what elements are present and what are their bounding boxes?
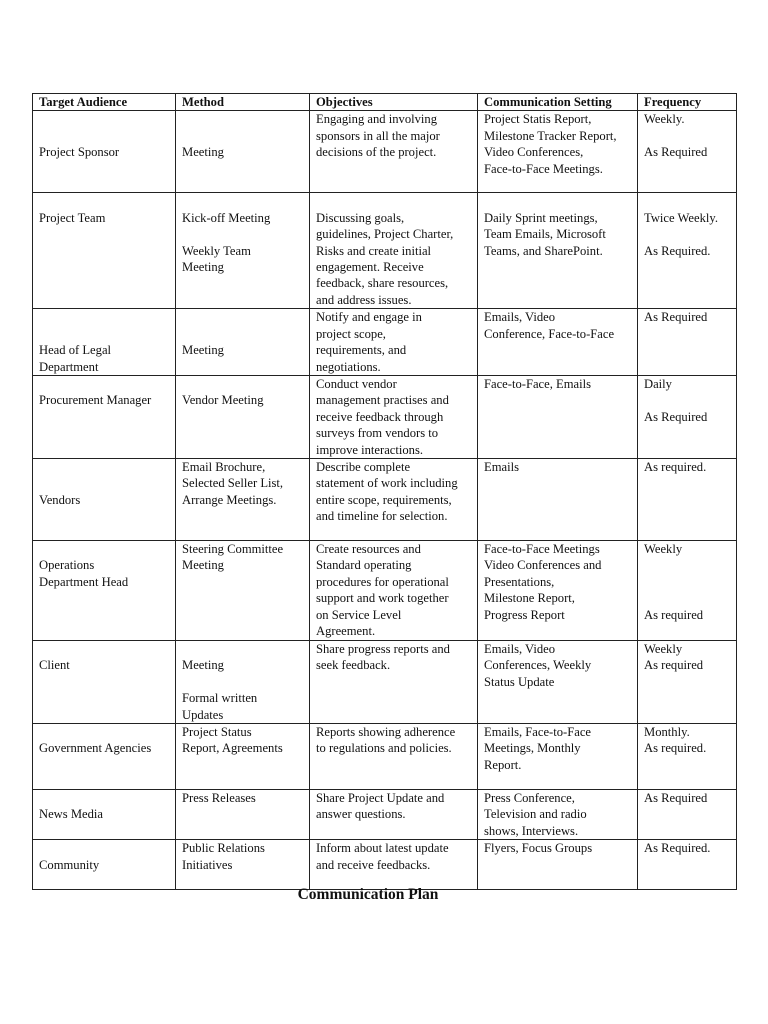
cell-text-line: Discussing goals,: [316, 210, 405, 225]
table-row: [33, 376, 737, 459]
cell-text-line: Share Project Update and: [316, 791, 445, 806]
objectives-cell: [310, 724, 478, 790]
cell-text-line: entire scope, requirements,: [316, 492, 452, 507]
communication-setting-cell: [478, 840, 638, 890]
cell-text-line: As Required: [644, 791, 708, 806]
objectives-cell: [310, 376, 478, 459]
frequency-cell: [638, 459, 737, 541]
cell-text-line: Initiatives: [182, 857, 233, 872]
objectives-cell: [310, 309, 478, 376]
target-audience-cell: [33, 840, 176, 890]
objectives-cell: [310, 111, 478, 193]
cell-text-line: Government Agencies: [39, 741, 152, 756]
cell-text-line: Project Team: [39, 210, 106, 225]
cell-text-line: Weekly: [644, 542, 683, 557]
frequency-cell: [638, 376, 737, 459]
table-row: [33, 111, 737, 193]
method-cell: [176, 111, 310, 193]
cell-text-line: statement of work including: [316, 476, 458, 491]
table-row: [33, 724, 737, 790]
cell-text-line: receive feedback through: [316, 409, 444, 424]
cell-text-line: Operations: [39, 558, 95, 573]
cell-text-line: Create resources and: [316, 542, 421, 557]
cell-text-line: As Required: [644, 145, 708, 160]
method-cell: [176, 840, 310, 890]
cell-text-line: engagement. Receive: [316, 260, 424, 275]
cell-text-line: Email Brochure,: [182, 460, 266, 475]
cell-text-line: Conferences, Weekly: [484, 658, 592, 673]
frequency-cell: [638, 790, 737, 840]
target-audience-cell: [33, 111, 176, 193]
method-cell: [176, 376, 310, 459]
cell-text-line: Meeting: [182, 558, 224, 573]
cell-text-line: Report.: [484, 757, 522, 772]
cell-text-line: Video Conferences and: [484, 558, 602, 573]
cell-text-line: Face-to-Face Meetings.: [484, 161, 603, 176]
cell-text-line: Teams, and SharePoint.: [484, 243, 603, 258]
cell-text-line: Meeting: [182, 343, 224, 358]
cell-text-line: Formal written: [182, 691, 258, 706]
cell-text-line: feedback, share resources,: [316, 276, 449, 291]
cell-text-line: Risks and create initial: [316, 243, 432, 258]
cell-text-line: Standard operating: [316, 558, 412, 573]
communication-setting-cell: [478, 193, 638, 309]
method-cell: [176, 541, 310, 641]
cell-text-line: on Service Level: [316, 607, 402, 622]
cell-text-line: As required.: [644, 460, 707, 475]
cell-text-line: negotiations.: [316, 359, 381, 374]
cell-text-line: Meeting: [182, 658, 224, 673]
method-cell: [176, 724, 310, 790]
cell-text-line: seek feedback.: [316, 658, 391, 673]
cell-text-line: Twice Weekly.: [644, 210, 718, 225]
cell-text-line: Vendors: [39, 492, 81, 507]
cell-text-line: and address issues.: [316, 292, 412, 307]
cell-text-line: and timeline for selection.: [316, 509, 448, 524]
cell-text-line: Report, Agreements: [182, 741, 283, 756]
communication-plan-table: [32, 93, 737, 890]
cell-text-line: Monthly.: [644, 725, 690, 740]
cell-text-line: Weekly: [644, 642, 683, 657]
cell-text-line: Progress Report: [484, 607, 565, 622]
communication-setting-cell: [478, 459, 638, 541]
frequency-cell: [638, 724, 737, 790]
target-audience-cell: [33, 309, 176, 376]
cell-text-line: Emails, Video: [484, 642, 556, 657]
cell-text-line: Share progress reports and: [316, 642, 450, 657]
objectives-cell: [310, 459, 478, 541]
cell-text-line: Project Statis Report,: [484, 112, 592, 127]
target-audience-cell: [33, 193, 176, 309]
target-audience-cell: [33, 790, 176, 840]
target-audience-cell: [33, 724, 176, 790]
table-row: [33, 459, 737, 541]
table-row: [33, 641, 737, 724]
cell-text-line: Meeting: [182, 145, 224, 160]
cell-text-line: Press Releases: [182, 791, 256, 806]
cell-text-line: Vendor Meeting: [182, 393, 264, 408]
communication-setting-cell: [478, 641, 638, 724]
cell-text-line: Television and radio: [484, 807, 587, 822]
cell-text-line: Project Sponsor: [39, 145, 120, 160]
communication-setting-cell: [478, 724, 638, 790]
cell-text-line: requirements, and: [316, 343, 407, 358]
cell-text-line: Procurement Manager: [39, 393, 152, 408]
cell-text-line: surveys from vendors to: [316, 426, 439, 441]
cell-text-line: Presentations,: [484, 574, 555, 589]
cell-text-line: Milestone Tracker Report,: [484, 128, 617, 143]
frequency-cell: [638, 541, 737, 641]
frequency-cell: [638, 193, 737, 309]
cell-text-line: and receive feedbacks.: [316, 857, 431, 872]
table-row: [33, 840, 737, 890]
cell-text-line: Emails: [484, 460, 519, 475]
cell-text-line: Emails, Video: [484, 310, 556, 325]
method-cell: [176, 790, 310, 840]
cell-text-line: As Required.: [644, 841, 711, 856]
cell-text-line: Head of Legal: [39, 343, 112, 358]
objectives-cell: [310, 541, 478, 641]
cell-text-line: Face-to-Face, Emails: [484, 377, 592, 392]
method-cell: [176, 193, 310, 309]
table-row: [33, 309, 737, 376]
objectives-cell: [310, 193, 478, 309]
target-audience-cell: [33, 641, 176, 724]
communication-setting-cell: [478, 790, 638, 840]
cell-text-line: Weekly Team: [182, 243, 251, 258]
cell-text-line: sponsors in all the major: [316, 128, 440, 143]
cell-text-line: Updates: [182, 707, 224, 722]
cell-text-line: procedures for operational: [316, 574, 449, 589]
objectives-cell: [310, 790, 478, 840]
table-row: [33, 541, 737, 641]
cell-text-line: Engaging and involving: [316, 112, 438, 127]
target-audience-cell: [33, 376, 176, 459]
header-row: [33, 94, 737, 111]
communication-setting-cell: [478, 309, 638, 376]
cell-text-line: News Media: [39, 807, 104, 822]
frequency-cell: [638, 309, 737, 376]
method-cell: [176, 309, 310, 376]
header-objectives: Objectives: [310, 94, 478, 111]
cell-text-line: Public Relations: [182, 841, 265, 856]
cell-text-line: As required: [644, 607, 704, 622]
cell-text-line: Notify and engage in: [316, 310, 422, 325]
cell-text-line: Kick-off Meeting: [182, 210, 271, 225]
cell-text-line: Daily Sprint meetings,: [484, 210, 598, 225]
cell-text-line: Agreement.: [316, 624, 376, 639]
cell-text-line: Face-to-Face Meetings: [484, 542, 600, 557]
communication-setting-cell: [478, 541, 638, 641]
method-cell: [176, 641, 310, 724]
frequency-cell: [638, 641, 737, 724]
cell-text-line: Describe complete: [316, 460, 411, 475]
target-audience-cell: [33, 459, 176, 541]
objectives-cell: [310, 840, 478, 890]
cell-text-line: Steering Committee: [182, 542, 284, 557]
header-frequency: Frequency: [638, 94, 737, 111]
cell-text-line: support and work together: [316, 591, 449, 606]
frequency-cell: [638, 111, 737, 193]
cell-text-line: As Required: [644, 409, 708, 424]
cell-text-line: Emails, Face-to-Face: [484, 725, 592, 740]
cell-text-line: Client: [39, 658, 70, 673]
communication-setting-cell: [478, 376, 638, 459]
cell-text-line: Weekly.: [644, 112, 685, 127]
cell-text-line: Department Head: [39, 574, 129, 589]
cell-text-line: As Required.: [644, 243, 711, 258]
cell-text-line: Daily: [644, 377, 672, 392]
cell-text-line: Project Status: [182, 725, 252, 740]
communication-setting-cell: [478, 111, 638, 193]
table-row: [33, 790, 737, 840]
cell-text-line: guidelines, Project Charter,: [316, 227, 454, 242]
header-communication-setting: Communication Setting: [478, 94, 638, 111]
cell-text-line: project scope,: [316, 326, 386, 341]
cell-text-line: Selected Seller List,: [182, 476, 284, 491]
cell-text-line: Video Conferences,: [484, 145, 584, 160]
cell-text-line: As required: [644, 658, 704, 673]
target-audience-cell: [33, 541, 176, 641]
cell-text-line: decisions of the project.: [316, 145, 437, 160]
cell-text-line: Conference, Face-to-Face: [484, 326, 615, 341]
cell-text-line: Inform about latest update: [316, 841, 449, 856]
cell-text-line: Department: [39, 359, 99, 374]
cell-text-line: Conduct vendor: [316, 377, 397, 392]
cell-text-line: Status Update: [484, 674, 555, 689]
cell-text-line: shows, Interviews.: [484, 823, 579, 838]
method-cell: [176, 459, 310, 541]
cell-text-line: Team Emails, Microsoft: [484, 227, 606, 242]
table-caption: Communication Plan: [297, 886, 439, 903]
cell-text-line: Press Conference,: [484, 791, 575, 806]
cell-text-line: Reports showing adherence: [316, 725, 456, 740]
cell-text-line: Meetings, Monthly: [484, 741, 581, 756]
cell-text-line: Meeting: [182, 260, 224, 274]
table-row: [33, 193, 737, 309]
cell-text-line: Community: [39, 857, 100, 872]
cell-text-line: management practises and: [316, 393, 449, 408]
cell-text-line: As Required: [644, 310, 708, 325]
header-method: Method: [176, 94, 310, 111]
cell-text-line: to regulations and policies.: [316, 741, 452, 756]
cell-text-line: As required.: [644, 741, 707, 756]
cell-text-line: Flyers, Focus Groups: [484, 841, 593, 856]
table-body: [33, 111, 737, 890]
frequency-cell: [638, 840, 737, 890]
header-target-audience: Target Audience: [33, 94, 176, 111]
cell-text-line: answer questions.: [316, 807, 406, 822]
cell-text-line: Arrange Meetings.: [182, 492, 277, 507]
cell-text-line: improve interactions.: [316, 442, 424, 457]
cell-text-line: Milestone Report,: [484, 591, 575, 606]
objectives-cell: [310, 641, 478, 724]
